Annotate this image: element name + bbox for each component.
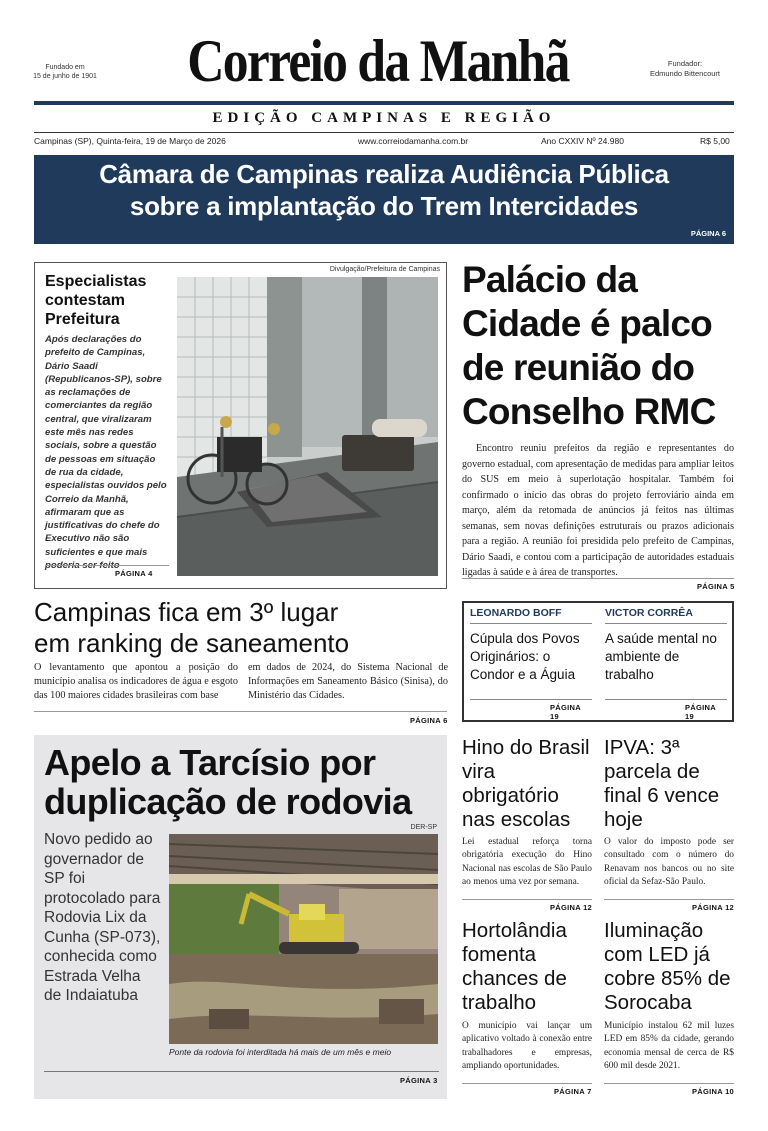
newspaper-title: Correio da Manhã xyxy=(187,28,569,94)
hortolandia-page-ref: PÁGINA 7 xyxy=(554,1087,592,1096)
founded-note xyxy=(30,63,100,81)
tarcisio-page-ref: PÁGINA 3 xyxy=(400,1076,438,1085)
founder-name: Edmundo Bittencourt xyxy=(649,68,721,78)
columnist-card-2[interactable] xyxy=(605,607,727,721)
specialists-photo-credit: Divulgação/Prefeitura de Campinas xyxy=(329,266,440,273)
sorocaba-headline[interactable]: Iluminação com LED já cobre 85% de Sorocaba xyxy=(604,919,731,1014)
website[interactable]: www.correiodamanha.com.br xyxy=(358,136,469,146)
hino-page-ref: PÁGINA 12 xyxy=(550,903,593,912)
tarcisio-rule xyxy=(44,1071,439,1072)
tarcisio-headline-line2: duplicação de rodovia xyxy=(44,781,412,822)
bridge-photo-illustration xyxy=(169,834,438,1044)
hino-headline[interactable]: Hino do Brasil vira obrigatório nas escolas xyxy=(462,736,590,831)
palacio-rule xyxy=(462,578,734,579)
columnist-title-2: A saúde mental no ambiente de trabalho xyxy=(605,631,717,682)
tarcisio-caption: Ponte da rodovia foi interditada há mais de um mês e meio xyxy=(169,1047,392,1057)
columnist-rule-2 xyxy=(605,699,727,700)
hortolandia-body: O município vai lançar um aplicativo voltado à conexão entre trabalhadores e empresas, ampliando oportunidades. xyxy=(462,1021,592,1071)
tarcisio-photo-credit: DER-SP xyxy=(410,824,437,831)
ipva-page-ref: PÁGINA 12 xyxy=(692,903,735,912)
ipva-headline[interactable]: IPVA: 3ª parcela de final 6 vence hoje xyxy=(604,736,720,831)
street-photo xyxy=(177,277,438,576)
sorocaba-rule xyxy=(604,1083,734,1084)
banner-headline[interactable] xyxy=(34,155,734,244)
bridge-photo xyxy=(169,834,438,1044)
saneamento-rule xyxy=(34,711,447,712)
columnist-card-1[interactable] xyxy=(470,607,592,721)
founded-line1: Fundado em xyxy=(45,64,85,71)
hino-rule xyxy=(462,899,592,900)
issue-number: Ano CXXIV Nº 24.980 xyxy=(541,136,624,146)
price: R$ 5,00 xyxy=(700,136,730,146)
saneamento-body-col2: em dados de 2024, do Sistema Nacional de Informações em Saneamento Básico (Sinisa), do Ministério das Cidades. xyxy=(248,662,448,701)
dateline: Campinas (SP), Quinta-feira, 19 de Março de 2026 xyxy=(34,136,226,146)
sorocaba-body: Município instalou 62 mil luzes LED em 85% da cidade, gerando economia mensal de cerca de R$ 600 mil desde 2021. xyxy=(604,1021,734,1071)
tarcisio-headline xyxy=(44,743,444,821)
palacio-page-ref: PÁGINA 5 xyxy=(697,582,735,591)
saneamento-page-ref: PÁGINA 6 xyxy=(410,716,448,725)
hortolandia-headline[interactable]: Hortolândia fomenta chances de trabalho xyxy=(462,919,567,1014)
columnist-title-1: Cúpula dos Povos Originários: o Condor e a Águia xyxy=(470,631,580,682)
street-photo-illustration xyxy=(177,277,438,576)
columnist-rule-1 xyxy=(470,699,592,700)
specialists-headline: Especialistas contestam Prefeitura xyxy=(45,273,147,328)
tarcisio-headline-line1: Apelo a Tarcísio por xyxy=(44,742,376,783)
palacio-headline[interactable]: Palácio da Cidade é palco de reunião do Conselho RMC xyxy=(462,259,716,432)
ipva-rule xyxy=(604,899,734,900)
banner-page-ref: PÁGINA 6 xyxy=(690,229,726,238)
banner-headline-line1: Câmara de Campinas realiza Audiência Pública xyxy=(99,159,669,189)
specialists-box[interactable] xyxy=(34,262,447,589)
founder-note xyxy=(630,59,740,78)
saneamento-headline[interactable] xyxy=(34,597,454,659)
sorocaba-page-ref: PÁGINA 10 xyxy=(692,1087,735,1096)
tarcisio-panel[interactable] xyxy=(34,735,447,1099)
columnist-page-2: PÁGINA 19 xyxy=(685,703,716,721)
banner-headline-line2: sobre a implantação do Trem Intercidades xyxy=(129,191,639,221)
saneamento-headline-line1: Campinas fica em 3º lugar xyxy=(34,597,339,627)
tarcisio-body: Novo pedido ao governador de SP foi protocolado para Rodovia Lix da Cunha (SP-073), conhecida como Estrada Velha de Indaiatuba xyxy=(44,831,161,1004)
founder-label: Fundador: xyxy=(667,59,703,68)
saneamento-headline-line2: em ranking de saneamento xyxy=(34,628,350,658)
edition-rule xyxy=(34,132,734,133)
columnist-name-1: LEONARDO BOFF xyxy=(470,607,592,624)
palacio-body: Encontro reuniu prefeitos da região e representantes do governo estadual, com apresentação de medidas para ampliar leitos do SUS em meio à superlotação hospitalar. Também foi confirmado o início das obras do projeto ferroviário ainda em março, além da retomada de anúncios já feitos nas últimas semanas, sem novas definições estruturais ou prazos adicionais para a região. A reunião foi presidida pelo prefeito de Campinas, Dário Saadi, e contou com a participação de autoridades estaduais ligadas à saúde e à área de transportes. xyxy=(462,443,734,578)
founded-line2: 15 de junho de 1901 xyxy=(33,73,97,80)
masthead-rule xyxy=(34,101,734,105)
specialists-body: Após declarações do prefeito de Campinas, Dário Saadi (Republicanos-SP), sobre as reclamações de comerciantes da região central, que viralizaram este mês nas redes sociais, sobre a questão de pessoas em situação de rua da cidade, especialistas ouvidos pelo Correio da Manhã, afirmaram que as justificativas do chefe do Executivo não são suficientes e que mais xyxy=(45,334,167,558)
columnists-box xyxy=(462,601,734,722)
hortolandia-rule xyxy=(462,1083,592,1084)
ipva-body: O valor do imposto pode ser consultado com o número do Renavam nos bancos ou no site oficial da Sefaz-São Paulo. xyxy=(604,837,734,887)
hino-body: Lei estadual reforça torna obrigatória execução do Hino Nacional nas escolas de São Paulo ao menos uma vez por semana. xyxy=(462,837,592,887)
columnist-name-2: VICTOR CORRÊA xyxy=(605,607,727,624)
specialists-rule xyxy=(45,565,169,566)
specialists-page-ref: PÁGINA 4 xyxy=(115,569,153,578)
columnist-page-1: PÁGINA 19 xyxy=(550,703,581,721)
saneamento-body-col1: O levantamento que apontou a posição do município analisa os indicadores de água e esgoto das 100 maiores cidades brasileiras com base xyxy=(34,662,238,701)
edition-label: EDIÇÃO CAMPINAS E REGIÃO xyxy=(212,110,556,126)
